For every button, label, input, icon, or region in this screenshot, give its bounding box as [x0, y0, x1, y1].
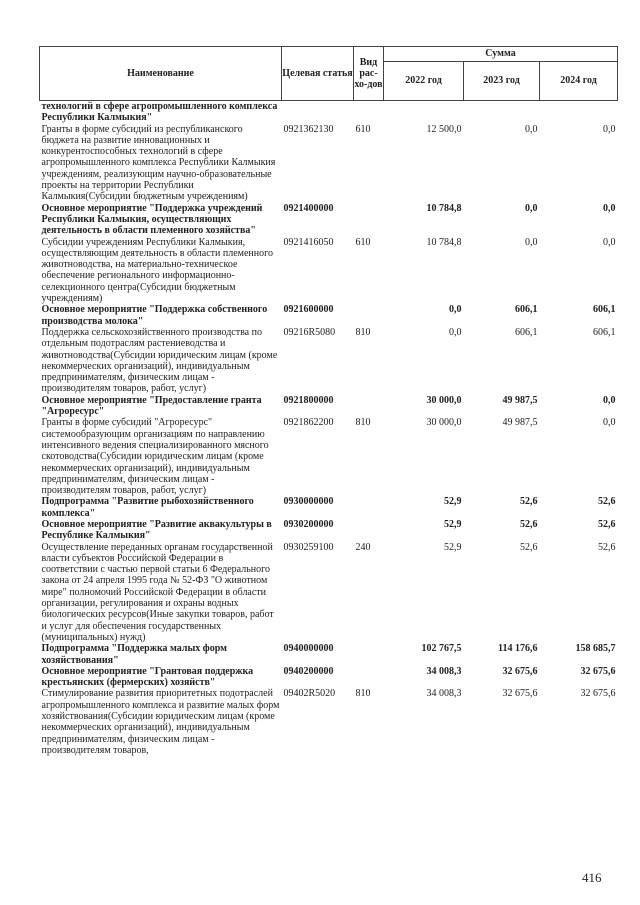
table-row: [40, 304, 618, 327]
cell-sum-2023: [464, 101, 540, 124]
cell-expense-type: [354, 643, 384, 666]
cell-expense-type: 610: [355, 123, 371, 135]
cell-sum-2022: 102 767,5: [421, 643, 462, 655]
cell-sum-2024: 0,0: [603, 236, 616, 248]
cell-sum-2022: 52,9: [444, 518, 462, 530]
cell-expense-type: [354, 519, 384, 542]
cell-sum-2023: 32 675,6: [502, 665, 538, 677]
cell-name: Основное мероприятие "Предоставление гранта "Агроресурс": [41, 394, 262, 418]
page-number: 416: [582, 870, 602, 885]
table-row: [40, 101, 618, 124]
col-header-2022: 2022 год: [384, 62, 464, 101]
cell-sum-2023: 0,0: [525, 123, 538, 135]
table-row: [40, 643, 618, 666]
cell-name: Гранты в форме субсидий "Агроресурс" системообразующим организациям по направлению интенсивного ведения специализированного мясного скотоводства(Субсидии юридическим лицам (кроме некоммерческих организаций), индивидуальным предпринимателям, физическим лицам - производителям товаров, работ, услуг): [41, 417, 269, 497]
table-row: [40, 666, 618, 689]
cell-target-code: 0930259100: [283, 541, 334, 553]
table-row: [40, 417, 618, 496]
cell-sum-2023: 606,1: [515, 304, 538, 316]
cell-name: технологий в сфере агропромышленного комплекса Республики Калмыкия": [41, 101, 278, 124]
cell-sum-2022: 30 000,0: [426, 394, 462, 406]
col-header-target: Целевая статья: [282, 47, 354, 101]
table-row: [40, 519, 618, 542]
cell-expense-type: [354, 203, 384, 237]
cell-target-code: 09216R5080: [283, 326, 336, 338]
cell-sum-2022: 0,0: [449, 304, 462, 316]
cell-sum-2024: 32 675,6: [580, 688, 616, 700]
cell-expense-type: 610: [355, 236, 371, 248]
cell-target-code: 0921862200: [283, 417, 334, 429]
cell-sum-2022: 52,9: [444, 496, 462, 508]
cell-name: Основное мероприятие "Поддержка собственного производства молока": [41, 304, 268, 327]
cell-expense-type: [354, 395, 384, 418]
cell-target-code: 0930200000: [283, 518, 334, 530]
table-row: [40, 124, 618, 203]
cell-sum-2023: 49 987,5: [502, 417, 538, 429]
cell-sum-2023: 49 987,5: [502, 394, 538, 406]
table-body: [40, 101, 618, 757]
cell-expense-type: 810: [355, 417, 371, 429]
cell-sum-2024: 158 685,7: [575, 643, 616, 655]
table-row: [40, 542, 618, 644]
cell-target-code: [282, 101, 354, 124]
cell-expense-type: [354, 101, 384, 124]
cell-target-code: 0930000000: [283, 496, 334, 508]
cell-sum-2023: 52,6: [520, 496, 538, 508]
cell-expense-type: 810: [355, 688, 371, 700]
cell-sum-2022: 0,0: [449, 326, 462, 338]
cell-sum-2022: [384, 101, 464, 124]
cell-sum-2023: 52,6: [520, 518, 538, 530]
cell-sum-2022: 30 000,0: [426, 417, 462, 429]
col-header-2024: 2024 год: [540, 62, 618, 101]
cell-name: Подпрограмма "Поддержка малых форм хозяйствования": [41, 643, 227, 666]
cell-sum-2024: 606,1: [593, 304, 616, 316]
table-row: [40, 327, 618, 395]
cell-sum-2024: 52,6: [598, 518, 616, 530]
cell-sum-2022: 34 008,3: [426, 688, 462, 700]
cell-target-code: 0921400000: [283, 202, 334, 214]
cell-sum-2022: 52,9: [444, 541, 462, 553]
cell-sum-2024: 52,6: [598, 541, 616, 553]
cell-sum-2024: 32 675,6: [580, 665, 616, 677]
cell-target-code: 0921800000: [283, 394, 334, 406]
cell-sum-2023: 0,0: [525, 202, 538, 214]
cell-expense-type: 810: [355, 326, 371, 338]
table-row: [40, 237, 618, 305]
cell-target-code: 0940200000: [283, 665, 334, 677]
cell-sum-2024: 0,0: [603, 202, 616, 214]
cell-sum-2024: [540, 101, 618, 124]
cell-name: Основное мероприятие "Развитие аквакультуры в Республике Калмыкия": [41, 518, 272, 542]
cell-name: Поддержка сельскохозяйственного производства по отдельным подотраслям растениеводства и животноводства(Субсидии юридическим лицам (кроме некоммерческих организаций), индивидуальным предпринимателям, физическим лицам - производителям товаров, работ, услуг): [41, 326, 278, 395]
table-row: [40, 395, 618, 418]
cell-name: Осуществление переданных органам государственной власти субъектов Российской Федерации в соответствии с частью первой статьи 6 Федерального закона от 24 апреля 1995 года № 52-ФЗ "О животном мире" полномочий Российской Федерации в области организации, регулирования и охраны водных биологических ресурсов(Иные закупки товаров, работ и услуг для обеспечения государственных (муниципальных) нужд): [41, 541, 274, 643]
cell-sum-2022: 10 784,8: [426, 202, 462, 214]
cell-sum-2022: 12 500,0: [426, 123, 462, 135]
cell-expense-type: [354, 496, 384, 519]
cell-expense-type: [354, 666, 384, 689]
cell-sum-2023: 32 675,6: [502, 688, 538, 700]
cell-sum-2022: 10 784,8: [426, 236, 462, 248]
col-header-vid: Вид рас-хо-дов: [354, 47, 384, 101]
table-row: [40, 203, 618, 237]
cell-name: Основное мероприятие "Грантовая поддержка крестьянских (фермерских) хозяйств": [41, 665, 254, 689]
cell-target-code: 0940000000: [283, 643, 334, 655]
cell-sum-2024: 0,0: [603, 123, 616, 135]
cell-target-code: 0921362130: [283, 123, 334, 135]
col-header-2023: 2023 год: [464, 62, 540, 101]
cell-target-code: 0921416050: [283, 236, 334, 248]
cell-sum-2024: 606,1: [593, 326, 616, 338]
cell-sum-2023: 606,1: [515, 326, 538, 338]
cell-sum-2024: 0,0: [603, 417, 616, 429]
cell-sum-2022: 34 008,3: [426, 665, 462, 677]
cell-expense-type: 240: [355, 541, 371, 553]
cell-target-code: 09402R5020: [283, 688, 336, 700]
cell-name: Подпрограмма "Развитие рыбохозяйственного комплекса": [41, 496, 254, 519]
cell-sum-2024: 52,6: [598, 496, 616, 508]
cell-name: Субсидии учреждениям Республики Калмыкия, осуществляющим деятельность в области племенного животноводства, на материально-техническое обеспечение регионального информационно-селекционного центра(Субсидии бюджетным учреждениям): [41, 236, 273, 305]
cell-expense-type: [354, 304, 384, 327]
cell-target-code: 0921600000: [283, 304, 334, 316]
budget-table: [39, 46, 618, 756]
col-header-sum: Сумма: [384, 47, 618, 62]
cell-name: Основное мероприятие "Поддержка учреждений Республики Калмыкия, осуществляющих деятельность в области племенного хозяйства": [41, 202, 263, 237]
cell-sum-2023: 114 176,6: [498, 643, 538, 655]
cell-sum-2023: 0,0: [525, 236, 538, 248]
table-row: [40, 496, 618, 519]
cell-sum-2023: 52,6: [520, 541, 538, 553]
table-row: [40, 688, 618, 756]
cell-sum-2024: 0,0: [603, 394, 616, 406]
col-header-name: Наименование: [40, 47, 282, 101]
cell-name: Гранты в форме субсидий из республиканского бюджета на развитие инновационных и конкурентоспособных технологий в сфере агропромышленного комплекса Республики Калмыкия учреждениям, реализующим научно-образовательные проекты на территории Республики Калмыкия(Субсидии бюджетным учреждениям): [41, 123, 276, 203]
cell-name: Стимулирование развития приоритетных подотраслей агропромышленного комплекса и развитие малых форм хозяйствования(Субсидии юридическим лицам (кроме некоммерческих организаций), индивидуальным предпринимателям, физическим лицам - производителям товаров,: [41, 688, 280, 756]
